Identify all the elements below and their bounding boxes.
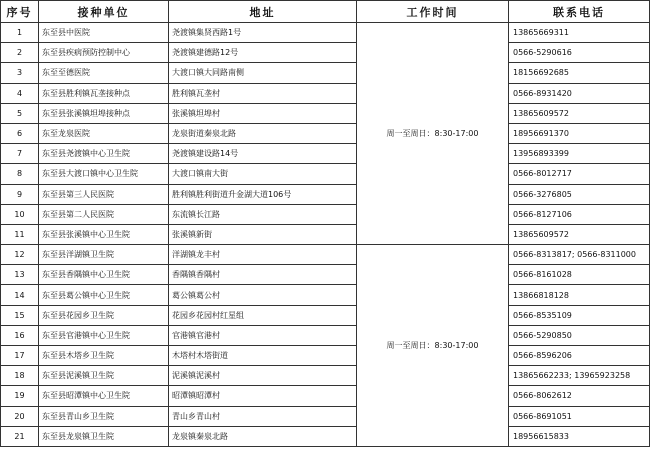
working-hours: 周一至周日：8:30-17:00 (357, 245, 509, 447)
table-row (1, 123, 650, 143)
site-name: 东至至德医院 (39, 63, 169, 83)
site-name: 东至县香隅镇中心卫生院 (39, 265, 169, 285)
site-address: 尧渡镇集贤西路1号 (169, 23, 357, 43)
row-number: 8 (1, 164, 39, 184)
site-phone: 13866818128 (509, 285, 650, 305)
site-address: 胜利镇胜利街道升金湖大道106号 (169, 184, 357, 204)
table-row (1, 63, 650, 83)
site-address: 东流镇长江路 (169, 204, 357, 224)
table-row (1, 144, 650, 164)
table-row (1, 265, 650, 285)
site-address: 官港镇官港村 (169, 325, 357, 345)
table-row (1, 204, 650, 224)
site-name: 东至县尧渡镇中心卫生院 (39, 144, 169, 164)
table-row (1, 184, 650, 204)
row-number: 17 (1, 346, 39, 366)
site-address: 尧渡镇建设路14号 (169, 144, 357, 164)
table-row (1, 426, 650, 446)
site-phone: 0566-8313817; 0566-8311000 (509, 245, 650, 265)
site-phone: 18956615833 (509, 426, 650, 446)
header-unit: 接种单位 (39, 1, 169, 23)
row-number: 13 (1, 265, 39, 285)
header-row (1, 1, 650, 23)
site-name: 东至县疾病预防控制中心 (39, 43, 169, 63)
table-row (1, 325, 650, 345)
site-phone: 13865662233; 13965923258 (509, 366, 650, 386)
row-number: 7 (1, 144, 39, 164)
site-name: 东至县青山乡卫生院 (39, 406, 169, 426)
site-phone: 0566-8012717 (509, 164, 650, 184)
site-phone: 0566-5290850 (509, 325, 650, 345)
table-row (1, 83, 650, 103)
site-address: 大渡口镇南大街 (169, 164, 357, 184)
site-address: 花园乡花园村红星组 (169, 305, 357, 325)
site-phone: 13865609572 (509, 224, 650, 244)
site-phone: 0566-8127106 (509, 204, 650, 224)
site-address: 葛公镇葛公村 (169, 285, 357, 305)
site-phone: 13865669311 (509, 23, 650, 43)
table-row (1, 23, 650, 43)
site-address: 昭潭镇昭潭村 (169, 386, 357, 406)
site-phone: 0566-8931420 (509, 83, 650, 103)
site-address: 尧渡镇建德路12号 (169, 43, 357, 63)
table-row (1, 305, 650, 325)
table-body (1, 23, 650, 447)
site-phone: 0566-5290616 (509, 43, 650, 63)
site-phone: 0566-8062612 (509, 386, 650, 406)
site-name: 东至县第二人民医院 (39, 204, 169, 224)
row-number: 16 (1, 325, 39, 345)
table-row (1, 406, 650, 426)
row-number: 3 (1, 63, 39, 83)
row-number: 12 (1, 245, 39, 265)
row-number: 14 (1, 285, 39, 305)
row-number: 4 (1, 83, 39, 103)
header-hours: 工作时间 (357, 1, 509, 23)
site-name: 东至县第三人民医院 (39, 184, 169, 204)
site-name: 东至县大渡口镇中心卫生院 (39, 164, 169, 184)
row-number: 19 (1, 386, 39, 406)
site-name: 东至县张溪镇坦埠接种点 (39, 103, 169, 123)
site-name: 东至县花园乡卫生院 (39, 305, 169, 325)
site-address: 张溪镇新街 (169, 224, 357, 244)
site-name: 东至县泥溪镇卫生院 (39, 366, 169, 386)
site-name: 东至县张溪镇中心卫生院 (39, 224, 169, 244)
row-number: 5 (1, 103, 39, 123)
site-address: 龙泉镇秦泉北路 (169, 426, 357, 446)
row-number: 21 (1, 426, 39, 446)
table-row (1, 224, 650, 244)
row-number: 1 (1, 23, 39, 43)
header-phone: 联系电话 (509, 1, 650, 23)
table-row (1, 366, 650, 386)
row-number: 11 (1, 224, 39, 244)
row-number: 15 (1, 305, 39, 325)
site-name: 东至县龙泉镇卫生院 (39, 426, 169, 446)
site-name: 东至县葛公镇中心卫生院 (39, 285, 169, 305)
site-phone: 13865609572 (509, 103, 650, 123)
site-phone: 18156692685 (509, 63, 650, 83)
site-name: 东至龙泉医院 (39, 123, 169, 143)
site-name: 东至县洋湖镇卫生院 (39, 245, 169, 265)
table-row (1, 43, 650, 63)
site-address: 木塔村木塔街道 (169, 346, 357, 366)
table-row (1, 245, 650, 265)
site-address: 龙泉街道秦泉北路 (169, 123, 357, 143)
working-hours: 周一至周日：8:30-17:00 (357, 23, 509, 245)
table-row (1, 164, 650, 184)
row-number: 9 (1, 184, 39, 204)
table-row (1, 285, 650, 305)
table-row (1, 346, 650, 366)
site-phone: 0566-8596206 (509, 346, 650, 366)
site-phone: 18956691370 (509, 123, 650, 143)
site-name: 东至县胜利镇瓦垄接种点 (39, 83, 169, 103)
table-row (1, 103, 650, 123)
site-phone: 0566-8161028 (509, 265, 650, 285)
table-row (1, 386, 650, 406)
site-phone: 13956893399 (509, 144, 650, 164)
site-name: 东至县木塔乡卫生院 (39, 346, 169, 366)
site-address: 洋湖镇龙丰村 (169, 245, 357, 265)
site-name: 东至县官港镇中心卫生院 (39, 325, 169, 345)
site-address: 香隅镇香隅村 (169, 265, 357, 285)
header-address: 地址 (169, 1, 357, 23)
site-address: 大渡口镇大同路南侧 (169, 63, 357, 83)
row-number: 10 (1, 204, 39, 224)
site-phone: 0566-8535109 (509, 305, 650, 325)
row-number: 18 (1, 366, 39, 386)
row-number: 6 (1, 123, 39, 143)
site-address: 泥溪镇泥溪村 (169, 366, 357, 386)
header-no: 序号 (1, 1, 39, 23)
site-phone: 0566-8691051 (509, 406, 650, 426)
site-name: 东至县中医院 (39, 23, 169, 43)
site-address: 张溪镇坦埠村 (169, 103, 357, 123)
site-address: 青山乡青山村 (169, 406, 357, 426)
site-name: 东至县昭潭镇中心卫生院 (39, 386, 169, 406)
row-number: 20 (1, 406, 39, 426)
row-number: 2 (1, 43, 39, 63)
site-phone: 0566-3276805 (509, 184, 650, 204)
site-address: 胜利镇瓦垄村 (169, 83, 357, 103)
